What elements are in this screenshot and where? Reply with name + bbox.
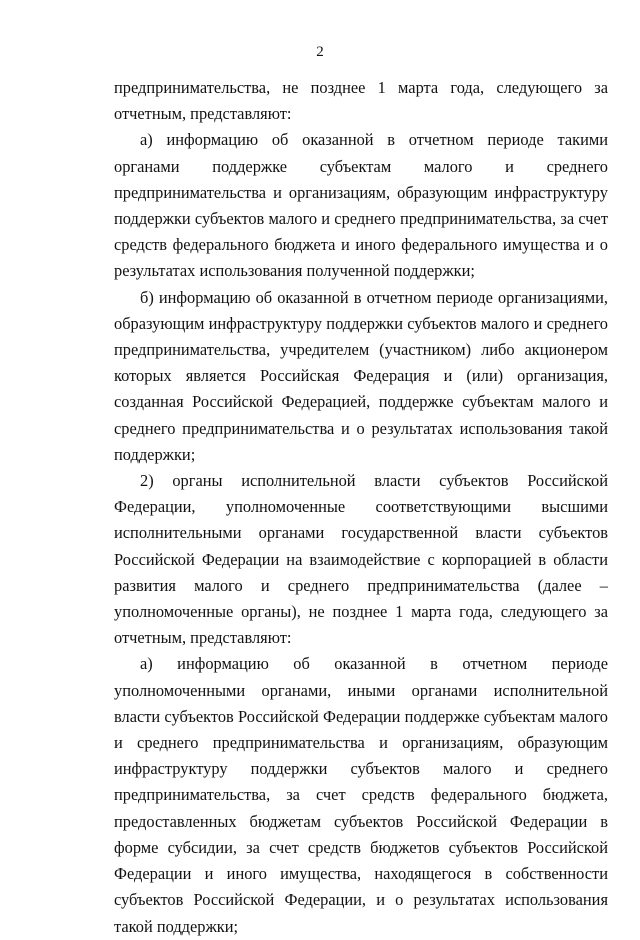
paragraph-item-a: а) информацию об оказанной в отчетном периоде такими органами поддержке субъектам малого и среднего предпринимательства и организациям, образующим инфраструктуру поддержки субъектов малого и среднего предпринимательства, за счет средств федерального бюджета и иного федерального имущества и о результатах использования полученной поддержки; [114,130,608,281]
paragraph-item-2a: а) информацию об оказанной в отчетном периоде уполномоченными органами, иными органами исполнительной власти субъектов Российской Федерации поддержке субъектам малого и среднего предпринимательства и организациям, образующим инфраструктуру поддержки субъектов малого и среднего предпринимательства, за счет средств федерального бюджета, предоставленных бюджетам субъектов Российской Федерации в форме субсидии, за счет средств бюджетов субъектов Российской Федерации и иного имущества, находящегося в собственности субъектов Российской Федерации, и о результатах использования такой поддержки; [114,654,608,936]
document-body [114,75,608,940]
paragraph-item-b: б) информацию об оказанной в отчетном периоде организациями, образующим инфраструктуру поддержки субъектов малого и среднего предпринимательства, учредителем (участником) либо акционером которых является Российская Федерация и (или) организация, созданная Российской Федерацией, поддержке субъектам малого и среднего предпринимательства и о результатах использования такой поддержки; [114,287,608,464]
page-number: 2 [316,44,324,60]
paragraph-continuation: предпринимательства, не позднее 1 марта года, следующего за отчетным, представляют: [114,78,608,124]
paragraph-item-2: 2) органы исполнительной власти субъектов Российской Федерации, уполномоченные соответствующими высшими исполнительными органами государственной власти субъектов Российской Федерации на взаимодействие с корпорацией в области развития малого и среднего предпринимательства (далее – уполномоченные органы), не позднее 1 марта года, следующего за отчетным, представляют: [114,471,608,648]
